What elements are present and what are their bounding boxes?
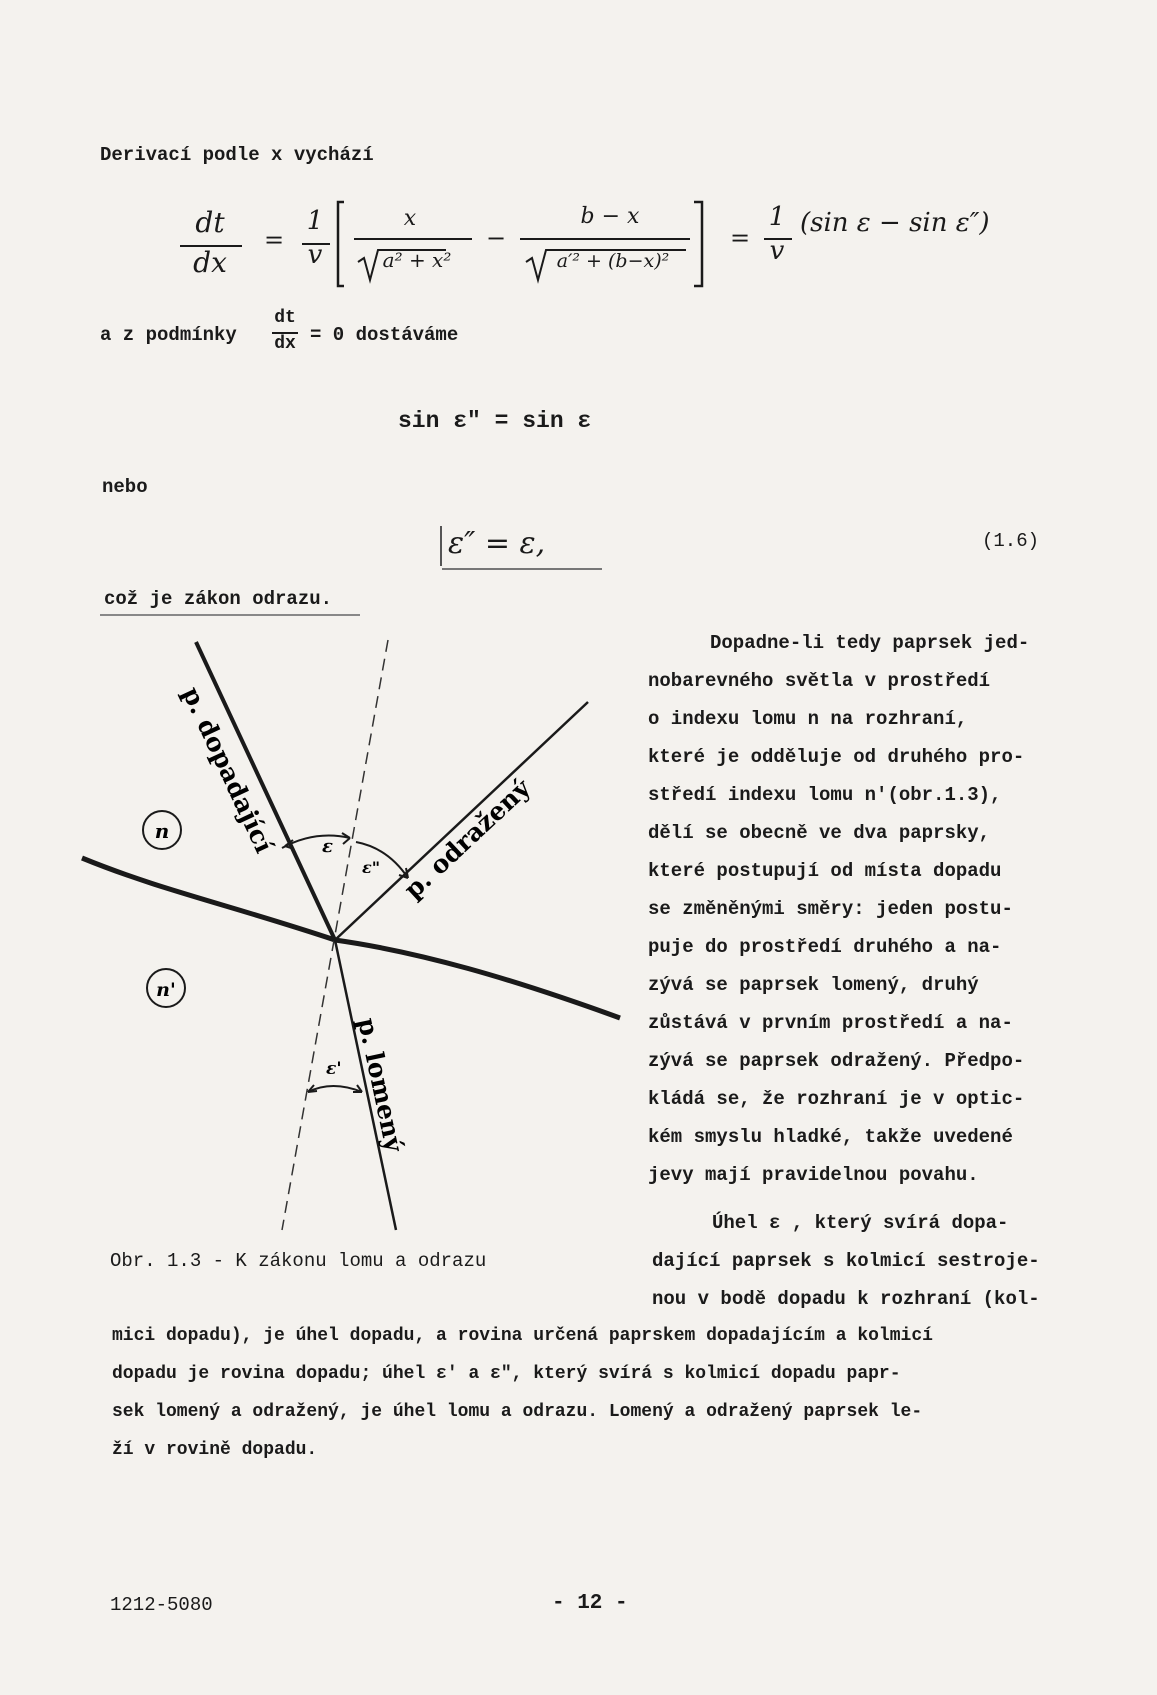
para1-line: kládá se, že rozhraní je v optic- — [648, 1088, 1025, 1110]
para1-line: dělí se obecně ve dva paprsky, — [648, 822, 991, 844]
rhs-expression: (sin ε − sin ε″) — [800, 208, 990, 238]
para1-line: jevy mají pravidelnou povahu. — [648, 1164, 979, 1186]
condition-pre: a z podmínky — [100, 324, 237, 346]
para2-line: dající paprsek s kolmicí sestroje- — [652, 1250, 1040, 1272]
refracted-ray-label: p. lomený — [352, 1015, 409, 1155]
para2-line: mici dopadu), je úhel dopadu, a rovina určená paprskem dopadajícím a kolmicí — [112, 1326, 933, 1346]
term2-denominator: a′² + (b−x)² — [556, 250, 670, 272]
reflected-ray — [335, 702, 588, 940]
angle-refracted-label: ε' — [326, 1059, 342, 1079]
para1-line: nobarevného světla v prostředí — [648, 670, 991, 692]
para2-line: ží v rovině dopadu. — [112, 1440, 318, 1460]
para1-line: zývá se paprsek lomený, druhý — [648, 974, 979, 996]
medium1-label: n — [154, 819, 170, 843]
footer-code: 1212-5080 — [110, 1594, 213, 1616]
term1-denominator: a² + x² — [382, 248, 452, 272]
incident-ray — [196, 642, 335, 940]
coef1-denominator: v — [307, 240, 323, 270]
para1-line: Dopadne-li tedy paprsek jed- — [710, 632, 1030, 654]
para2-line: nou v bodě dopadu k rozhraní (kol- — [652, 1288, 1040, 1310]
term2-numerator: b − x — [580, 204, 640, 229]
para1-line: puje do prostředí druhého a na- — [648, 936, 1002, 958]
equation-1-6: ε″ = ε, — [448, 526, 546, 561]
equals-1: = — [264, 226, 285, 254]
para1-line: které je odděluje od druhého pro- — [648, 746, 1025, 768]
coef2-numerator: 1 — [768, 202, 786, 232]
para1-line: které postupují od místa dopadu — [648, 860, 1002, 882]
law-statement: což je zákon odrazu. — [104, 588, 333, 610]
para2-line: dopadu je rovina dopadu; úhel ε′ a ε″, který svírá s kolmicí dopadu papr- — [112, 1364, 901, 1384]
para1-line: zůstává v prvním prostředí a na- — [648, 1012, 1013, 1034]
equation-number: (1.6) — [982, 530, 1040, 552]
condition-post: = 0 dostáváme — [310, 324, 459, 346]
para1-line: středí indexu lomu n′(obr.1.3), — [648, 784, 1002, 806]
angle-reflected-label: ε" — [362, 858, 381, 877]
equals-2: = — [730, 224, 751, 252]
para1-line: zývá se paprsek odražený. Předpo- — [648, 1050, 1025, 1072]
reflected-ray-label: p. odražený — [398, 773, 536, 905]
term1-numerator: x — [403, 206, 417, 231]
coef1-numerator: 1 — [306, 206, 324, 236]
para1-line: o indexu lomu n na rozhraní, — [648, 708, 968, 730]
para2-line: Úhel ε , který svírá dopa- — [712, 1212, 1009, 1234]
coef2-denominator: v — [769, 236, 785, 266]
condition-numerator: dt — [274, 308, 296, 328]
angle-incident-label: ε — [322, 836, 333, 857]
condition-denominator: dx — [274, 334, 296, 354]
medium2-label: n' — [156, 979, 176, 1001]
normal-line — [282, 640, 388, 1230]
lhs-numerator: dt — [195, 206, 225, 239]
page-number: - 12 - — [552, 1592, 628, 1615]
minus-sign: − — [486, 224, 507, 252]
lhs-denominator: dx — [193, 246, 227, 279]
para2-line: sek lomený a odražený, je úhel lomu a odrazu. Lomený a odražený paprsek le- — [112, 1402, 923, 1422]
nebo-text: nebo — [102, 476, 148, 498]
refraction-diagram — [70, 630, 630, 1240]
figure-caption: Obr. 1.3 - K zákonu lomu a odrazu — [110, 1250, 487, 1272]
intro-text: Derivací podle x vychází — [100, 144, 374, 166]
para1-line: kém smyslu hladké, takže uvedené — [648, 1126, 1013, 1148]
equation-sin: sin ε″ = sin ε — [398, 408, 592, 434]
para1-line: se změněnými směry: jeden postu- — [648, 898, 1013, 920]
incident-ray-label: p. dopadající — [176, 682, 279, 858]
